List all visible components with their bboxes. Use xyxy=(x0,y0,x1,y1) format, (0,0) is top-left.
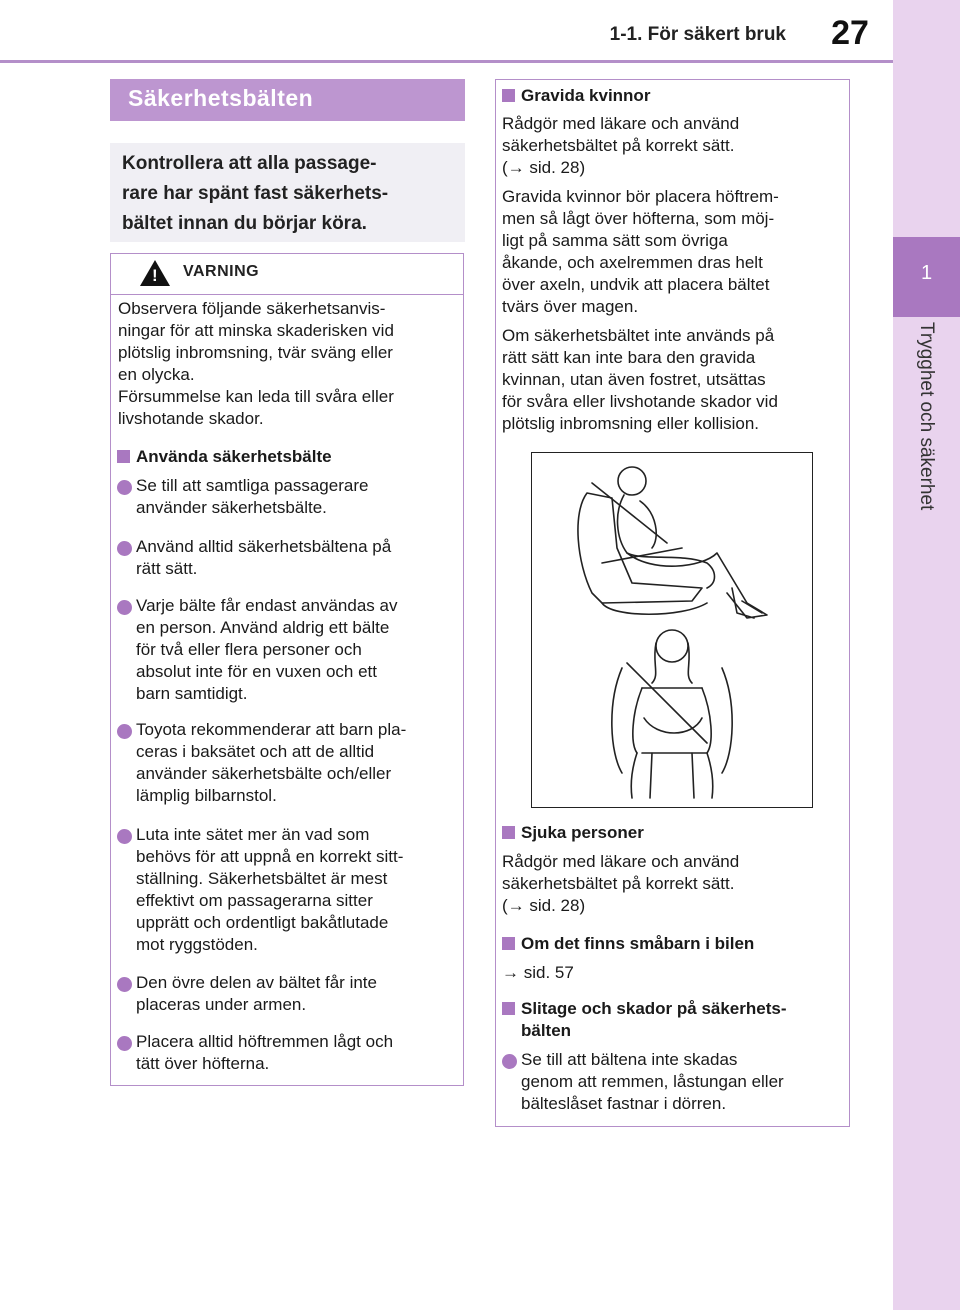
list-item: Toyota rekommenderar att barn pla- ceras i baksätet och att de alltid använder säkerhetsbälte och/eller lämplig bilbarnstol. xyxy=(136,720,407,805)
bullet-icon xyxy=(117,977,132,992)
bullet-icon xyxy=(117,1036,132,1051)
paragraph: Rådgör med läkare och använd säkerhetsbältet på korrekt sätt. (→ sid. 28) xyxy=(502,114,740,177)
paragraph: Rådgör med läkare och använd säkerhetsbältet på korrekt sätt. (→ sid. 28) xyxy=(502,852,740,915)
chapter-title: Trygghet och säkerhet xyxy=(916,322,937,511)
square-bullet-icon xyxy=(502,937,515,950)
heading-pregnant: Gravida kvinnor xyxy=(502,85,842,107)
heading-children: Om det finns småbarn i bilen xyxy=(502,933,842,955)
bullet-icon xyxy=(117,600,132,615)
list-item: Den övre delen av bältet får inte placeras under armen. xyxy=(136,973,377,1014)
heading-sick: Sjuka personer xyxy=(502,822,842,844)
section-header: 1-1. För säkert bruk xyxy=(609,24,786,45)
square-bullet-icon xyxy=(502,826,515,839)
bullet-icon xyxy=(502,1054,517,1069)
bullet-icon xyxy=(117,829,132,844)
warning-label: VARNING xyxy=(183,263,260,280)
side-margin xyxy=(893,0,960,1310)
paragraph: Gravida kvinnor bör placera höftrem- men så lågt över höfterna, som möj- ligt på samma sätt som övriga åkande, och axelremmen dras helt över axeln, undvik att placera bältet tvärs över magen. xyxy=(502,187,779,316)
seatbelt-illustration xyxy=(531,452,813,808)
pregnant-woman-illustration xyxy=(532,453,811,806)
chapter-number: 1 xyxy=(920,262,933,284)
square-bullet-icon xyxy=(502,89,515,102)
page-number: 27 xyxy=(831,14,869,52)
list-item: Använd alltid säkerhetsbältena på rätt sätt. xyxy=(136,537,392,578)
section-title: Säkerhetsbälten xyxy=(110,79,465,121)
bullet-icon xyxy=(117,480,132,495)
square-bullet-icon xyxy=(502,1002,515,1015)
page-reference: → sid. 57 xyxy=(502,963,574,982)
list-item: Se till att samtliga passagerare använder säkerhetsbälte. xyxy=(136,476,369,517)
warning-header xyxy=(111,254,463,295)
square-bullet-icon xyxy=(117,450,130,463)
list-item: Se till att bältena inte skadas genom att remmen, låstungan eller bälteslåset fastnar i dörren. xyxy=(521,1050,784,1113)
warning-icon xyxy=(140,260,170,286)
sub-heading: Använda säkerhetsbälte xyxy=(117,446,462,468)
warning-text: Observera följande säkerhetsanvis- ningar för att minska skaderisken vid plötslig inbromsning, tvär sväng eller en olycka. Försummelse kan leda till svåra eller livshotande skador. xyxy=(118,299,394,428)
heading-wear: Slitage och skador på säkerhets- bälten xyxy=(502,998,842,1042)
bullet-icon xyxy=(117,541,132,556)
list-item: Luta inte sätet mer än vad som behövs för att uppnå en korrekt sitt- ställning. Säkerhetsbältet är mest effektivt om passagerarna sitter upprätt och ordentligt bakåtlutade mot ryggstöden. xyxy=(136,825,404,954)
lead-box: Kontrollera att alla passage- rare har spänt fast säkerhets- bältet innan du börjar köra. xyxy=(110,143,465,242)
list-item: Placera alltid höftremmen lågt och tätt över höfterna. xyxy=(136,1032,394,1073)
bullet-icon xyxy=(117,724,132,739)
list-item: Varje bälte får endast användas av en person. Använd aldrig ett bälte för två eller flera personer och absolut inte för en vuxen och ett barn samtidigt. xyxy=(136,596,398,703)
header-rule xyxy=(0,60,893,63)
paragraph: Om säkerhetsbältet inte används på rätt sätt kan inte bara den gravida kvinnan, utan även fostret, utsättas för svåra eller livshotande skador vid plötslig inbromsning eller kollision. xyxy=(502,326,778,433)
